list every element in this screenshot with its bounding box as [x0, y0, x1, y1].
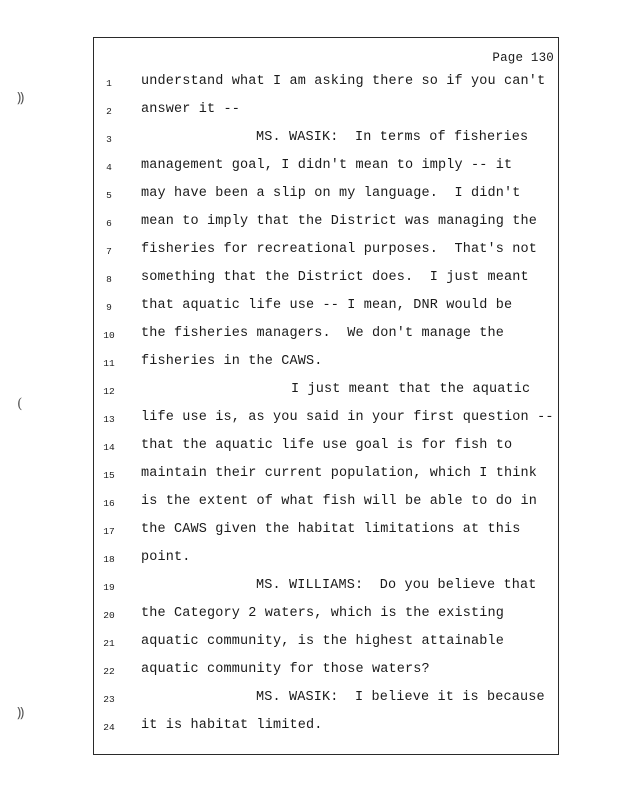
line-text: fisheries in the CAWS.: [141, 354, 323, 369]
transcript-line: [0, 466, 618, 486]
transcript-line: [0, 130, 618, 150]
line-text: I just meant that the aquatic: [291, 382, 531, 397]
line-text: understand what I am asking there so if you can't: [141, 74, 546, 89]
transcript-line: [0, 102, 618, 122]
transcript-line: [0, 718, 618, 738]
line-number: 1: [106, 78, 112, 89]
line-text: it is habitat limited.: [141, 718, 323, 733]
transcript-line: [0, 270, 618, 290]
line-text: life use is, as you said in your first question --: [141, 410, 554, 425]
line-number: 20: [103, 610, 115, 621]
line-number: 16: [103, 498, 115, 509]
transcript-line: [0, 550, 618, 570]
transcript-line: [0, 438, 618, 458]
line-number: 5: [106, 190, 112, 201]
margin-mark: ⸩: [17, 705, 25, 721]
line-text: management goal, I didn't mean to imply -- it: [141, 158, 513, 173]
line-text: the fisheries managers. We don't manage the: [141, 326, 505, 341]
line-number: 19: [103, 582, 115, 593]
line-text: answer it --: [141, 102, 241, 117]
transcript-line: [0, 158, 618, 178]
line-text: the Category 2 waters, which is the existing: [141, 606, 505, 621]
line-text: aquatic community, is the highest attainable: [141, 634, 505, 649]
line-text: something that the District does. I just meant: [141, 270, 529, 285]
line-number: 12: [103, 386, 115, 397]
transcript-line: [0, 74, 618, 94]
line-text: maintain their current population, which I think: [141, 466, 538, 481]
line-text: the CAWS given the habitat limitations at this: [141, 522, 521, 537]
line-text: MS. WASIK: In terms of fisheries: [256, 130, 529, 145]
line-number: 8: [106, 274, 112, 285]
transcript-line: [0, 298, 618, 318]
line-number: 24: [103, 722, 115, 733]
line-number: 15: [103, 470, 115, 481]
line-text: that the aquatic life use goal is for fish to: [141, 438, 513, 453]
line-number: 4: [106, 162, 112, 173]
transcript-line: [0, 186, 618, 206]
transcript-line: [0, 494, 618, 514]
transcript-line: [0, 242, 618, 262]
transcript-line: [0, 326, 618, 346]
transcript-line: [0, 354, 618, 374]
margin-mark: ⸩: [17, 90, 25, 106]
line-text: point.: [141, 550, 191, 565]
line-text: aquatic community for those waters?: [141, 662, 430, 677]
line-number: 18: [103, 554, 115, 565]
transcript-line: [0, 606, 618, 626]
transcript-line: [0, 634, 618, 654]
transcript-line: [0, 410, 618, 430]
line-text: is the extent of what fish will be able to do in: [141, 494, 538, 509]
line-number: 2: [106, 106, 112, 117]
line-number: 21: [103, 638, 115, 649]
line-text: may have been a slip on my language. I didn't: [141, 186, 521, 201]
line-text: fisheries for recreational purposes. That's not: [141, 242, 538, 257]
line-text: that aquatic life use -- I mean, DNR would be: [141, 298, 513, 313]
margin-mark: (: [17, 396, 23, 412]
line-number: 6: [106, 218, 112, 229]
line-number: 14: [103, 442, 115, 453]
transcript-line: [0, 690, 618, 710]
transcript-line: [0, 522, 618, 542]
line-number: 9: [106, 302, 112, 313]
transcript-line: [0, 578, 618, 598]
line-number: 13: [103, 414, 115, 425]
line-number: 17: [103, 526, 115, 537]
line-number: 7: [106, 246, 112, 257]
line-number: 22: [103, 666, 115, 677]
line-text: MS. WILLIAMS: Do you believe that: [256, 578, 537, 593]
line-number: 23: [103, 694, 115, 705]
line-text: MS. WASIK: I believe it is because: [256, 690, 545, 705]
transcript-line: [0, 214, 618, 234]
line-number: 10: [103, 330, 115, 341]
line-number: 3: [106, 134, 112, 145]
transcript-line: [0, 382, 618, 402]
line-number: 11: [103, 358, 115, 369]
page-number: Page 130: [492, 51, 554, 65]
transcript-line: [0, 662, 618, 682]
line-text: mean to imply that the District was managing the: [141, 214, 538, 229]
